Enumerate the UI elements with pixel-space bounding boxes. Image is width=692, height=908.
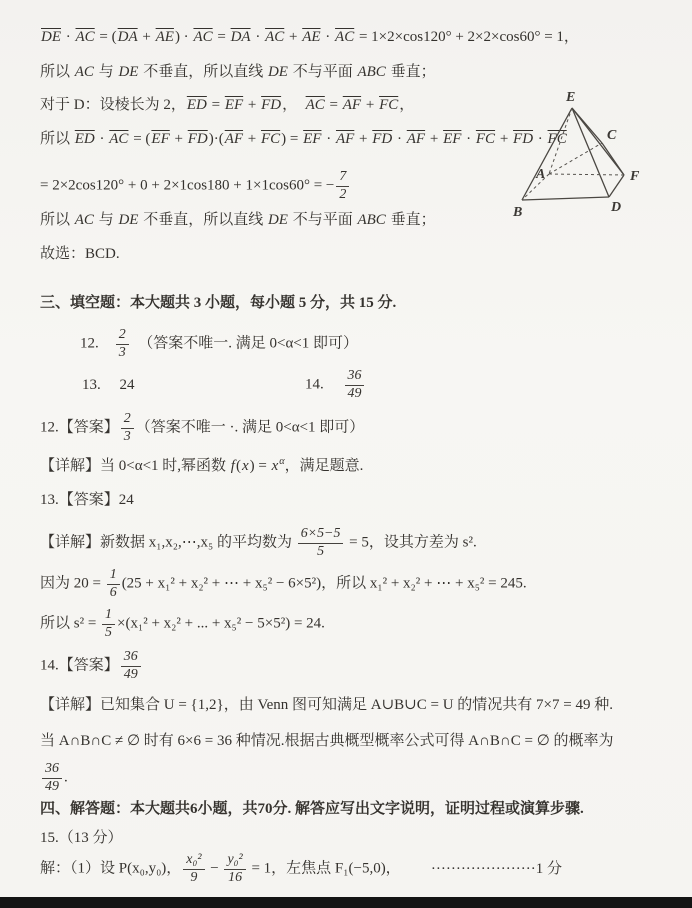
formula-line-ed-dot-ac: 所以 $\overline{ED} \cdot \overline{AC} = (\overline{EF} + \overline{FD})\cdot(\overline{AF} + \overline{FC}) = \overline{EF} \cdot \overline{AF} + \overline{FD} \cdot \overline{AF} + \overline{EF} \cdot \overline{FC} + \overline{FD} \cdot \overline{FC}$ [40, 131, 567, 147]
edge-CF [602, 143, 624, 175]
vertex-label-D: D [611, 200, 622, 215]
edge-EA-dashed [549, 108, 572, 174]
q12-answer-brief: 12. $\frac{2}{3}$ （答案不唯一. 满足 0<α<1 即可） [80, 327, 359, 360]
conclusion-line-ac-de: 所以 AC 与 DE 不垂直，所以直线 DE 不与平面 ABC 垂直； [40, 64, 436, 80]
pyramid-figure [503, 85, 663, 220]
formula-line-de-dot-ac: $\overline{DE} \cdot \overline{AC} = (\overline{DA} + \overline{AE}) \cdot \overline{AC} = \overline{DA} \cdot \overline{AC} + \overline{AE} \cdot \overline{AC} = 1\times 2\times\cos 120^\circ + 2\times 2\times\cos 60^\circ = 1$， [41, 29, 579, 45]
q15-title: 15.（13 分） [40, 830, 123, 846]
q12-answer-line: 12.【答案】 $\frac{2}{3}$ （答案不唯一 ·. 满足 0<α<1 即可） [40, 411, 365, 444]
bottom-scan-bar [0, 897, 692, 908]
vertex-label-C: C [607, 128, 617, 143]
edge-ED [572, 108, 609, 197]
q15-solution-step: 解：（1）设 P(x₀,y₀)， $\frac{\text{x₀²}}{9}$ − $\frac{\text{y₀²}}{16}$ = 1，左焦点 F₁(−5,0)， [40, 852, 401, 885]
q14-detail-line-3: $\frac{36}{49}$ . [40, 762, 68, 794]
q15-solution-row [40, 853, 562, 885]
section-3-heading: 三、填空题：本大题共 3 小题，每小题 5 分，共 15 分. [40, 295, 397, 311]
edge-DF [609, 175, 624, 197]
q13-detail-line-3: 所以 s² = $\frac{1}{5}$ ×(x₁² + x₂² + ... + x₅² − 5×5²) = 24. [40, 607, 325, 640]
vertex-label-A: A [536, 167, 546, 182]
vertex-label-B: B [513, 205, 523, 220]
q15-score-leader: ·····················1 分 [430, 860, 562, 877]
edge-AC-dashed [549, 143, 602, 174]
vertex-label-F: F [630, 169, 640, 184]
answer-choice-line: 故选：BCD. [40, 246, 120, 262]
conclusion-line-repeat: 所以 AC 与 DE 不垂直，所以直线 DE 不与平面 ABC 垂直； [40, 212, 436, 228]
formula-line-result: = 2×2cos120° + 0 + 2×1cos180 + 1×1cos60° = − $\frac{7}{2}$ [40, 170, 351, 202]
q13-answer-brief: 13. 24 [82, 377, 135, 393]
q13-detail-line-2: 因为 20 = $\frac{1}{6}$ (25 + x₁² + x₂² + ⋯ + x₅² − 6×5²)，所以 x₁² + x₂² + ⋯ + x₅² = 245. [40, 567, 527, 600]
edge-BD [522, 197, 609, 200]
q14-detail-line-2: 当 A∩B∩C ≠ ∅ 时有 6×6 = 36 种情况.根据古典概型概率公式可得 A∩B∩C = ∅ 的概率为 [40, 733, 614, 749]
q12-detail-line: 【详解】当 0<α<1 时,幂函数 $f(x) = x^\alpha$，满足题意. [40, 456, 364, 474]
q13-answer-line: 13.【答案】24 [40, 492, 134, 508]
q14-answer-line: 14.【答案】 $\frac{36}{49}$ [40, 650, 143, 682]
q14-answer-brief: 14. $\frac{36}{49}$ [305, 369, 366, 401]
q13-detail-line-1: 【详解】新数据 x₁,x₂,⋯,x₅ 的平均数为 $\frac{6\times 5-5}{5}$ = 5，设其方差为 s². [40, 526, 477, 559]
q14-detail-line-1: 【详解】已知集合 U = {1,2}，由 Venn 图可知满足 A∪B∪C = U 的情况共有 7×7 = 49 种. [40, 697, 613, 713]
edge-EB [522, 108, 572, 200]
pyramid-svg [503, 85, 663, 220]
section-4-heading: 四、解答题：本大题共6小题，共70分. 解答应写出文字说明，证明过程或演算步骤. [40, 801, 584, 817]
edge-AF-dashed [549, 174, 624, 175]
vertex-label-E: E [566, 90, 576, 105]
case-d-setup-line: 对于 D：设棱长为 2，$\overline{ED} = \overline{EF} + \overline{FD}$， $\overline{AC} = \overline{AF} + \overline{FC}$， [40, 97, 415, 113]
